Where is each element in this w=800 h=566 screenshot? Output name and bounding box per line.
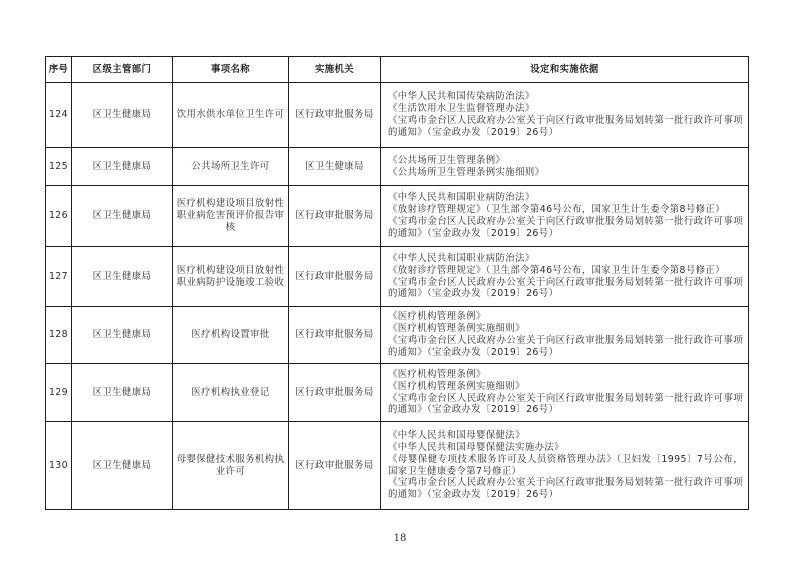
item-name-cell: 医疗机构设置审批 [173,307,289,364]
row-number: 126 [46,186,72,247]
basis-line: 《放射诊疗管理规定》（卫生部令第46号公布，国家卫生计生委令第8号修正） [388,204,725,216]
department-cell: 区卫生健康局 [72,83,173,148]
basis-line: 《中华人民共和国职业病防治法》 [388,192,535,204]
basis-line: 《中华人民共和国职业病防治法》 [388,252,535,264]
table-row [46,148,749,186]
administrative-items-table [45,56,749,510]
basis-cell [381,422,749,510]
basis-cell [381,307,749,364]
agency-cell: 区行政审批服务局 [289,186,381,247]
basis-line: 《医疗机构管理条例实施细则》 [388,323,525,335]
agency-cell: 区行政审批服务局 [289,247,381,307]
basis-line: 《宝鸡市金台区人民政府办公室关于向区行政审批服务局划转第一批行政许可事项的通知》（宝金政办发〔2019〕26号） [388,115,743,138]
basis-cell [381,148,749,186]
table-row [46,186,749,247]
table-row [46,247,749,307]
agency-cell: 区行政审批服务局 [289,422,381,510]
basis-line: 《医疗机构管理条例》 [388,368,486,380]
row-number: 130 [46,422,72,510]
header-item-name: 事项名称 [173,57,289,83]
basis-line: 《公共场所卫生管理条例》 [388,154,506,166]
basis-line: 《中华人民共和国母婴保健法实施办法》 [388,441,564,453]
department-cell: 区卫生健康局 [72,307,173,364]
agency-cell: 区行政审批服务局 [289,364,381,422]
department-cell: 区卫生健康局 [72,148,173,186]
row-number: 128 [46,307,72,364]
row-number: 129 [46,364,72,422]
basis-cell [381,364,749,422]
table-row [46,307,749,364]
item-name-cell: 医疗机构建设项目放射性职业病危害预评价报告审核 [173,186,289,247]
department-cell: 区卫生健康局 [72,186,173,247]
header-number: 序号 [46,57,72,83]
table-header-row [46,57,749,83]
header-basis: 设定和实施依据 [381,57,749,83]
table-row [46,422,749,510]
table-row [46,364,749,422]
header-department: 区级主管部门 [72,57,173,83]
agency-cell: 区行政审批服务局 [289,307,381,364]
basis-line: 《宝鸡市金台区人民政府办公室关于向区行政审批服务局划转第一批行政许可事项的通知》（宝金政办发〔2019〕26号） [388,276,743,300]
row-number: 127 [46,247,72,307]
basis-line: 《宝鸡市金台区人民政府办公室关于向区行政审批服务局划转第一批行政许可事项的通知》（宝金政办发〔2019〕26号） [388,335,743,358]
basis-line: 《放射诊疗管理规定》（卫生部令第46号公布，国家卫生计生委令第8号修正） [388,264,725,276]
table-row [46,83,749,148]
basis-line: 《公共场所卫生管理条例实施细则》 [388,166,545,178]
basis-line: 《宝鸡市金台区人民政府办公室关于向区行政审批服务局划转第一批行政许可事项的通知》（宝金政办发〔2019〕26号） [388,477,743,501]
basis-cell [381,186,749,247]
item-name-cell: 公共场所卫生许可 [173,148,289,186]
page-number: 18 [393,533,407,544]
department-cell: 区卫生健康局 [72,247,173,307]
basis-line: 《医疗机构管理条例》 [388,311,486,323]
basis-line: 《中华人民共和国母婴保健法》 [388,430,525,442]
basis-line: 《宝鸡市金台区人民政府办公室关于向区行政审批服务局划转第一批行政许可事项的通知》（宝金政办发〔2019〕26号） [388,216,743,239]
item-name-cell: 医疗机构执业登记 [173,364,289,422]
agency-cell: 区行政审批服务局 [289,83,381,148]
basis-line: 《中华人民共和国传染病防治法》 [388,91,535,103]
basis-line: 《生活饮用水卫生监督管理办法》 [388,103,535,115]
basis-line: 《母婴保健专项技术服务许可及人员资格管理办法》（卫妇发〔1995〕7号公布，国家卫生健康委令第7号修正） [388,453,743,477]
header-agency: 实施机关 [289,57,381,83]
basis-cell [381,247,749,307]
row-number: 125 [46,148,72,186]
item-name-cell: 饮用水供水单位卫生许可 [173,83,289,148]
item-name-cell: 医疗机构建设项目放射性职业病防护设施竣工验收 [173,247,289,307]
department-cell: 区卫生健康局 [72,422,173,510]
department-cell: 区卫生健康局 [72,364,173,422]
row-number: 124 [46,83,72,148]
item-name-cell: 母婴保健技术服务机构执业许可 [173,422,289,510]
basis-cell [381,83,749,148]
agency-cell: 区卫生健康局 [289,148,381,186]
basis-line: 《宝鸡市金台区人民政府办公室关于向区行政审批服务局划转第一批行政许可事项的通知》（宝金政办发〔2019〕26号） [388,392,743,416]
basis-line: 《医疗机构管理条例实施细则》 [388,380,525,392]
